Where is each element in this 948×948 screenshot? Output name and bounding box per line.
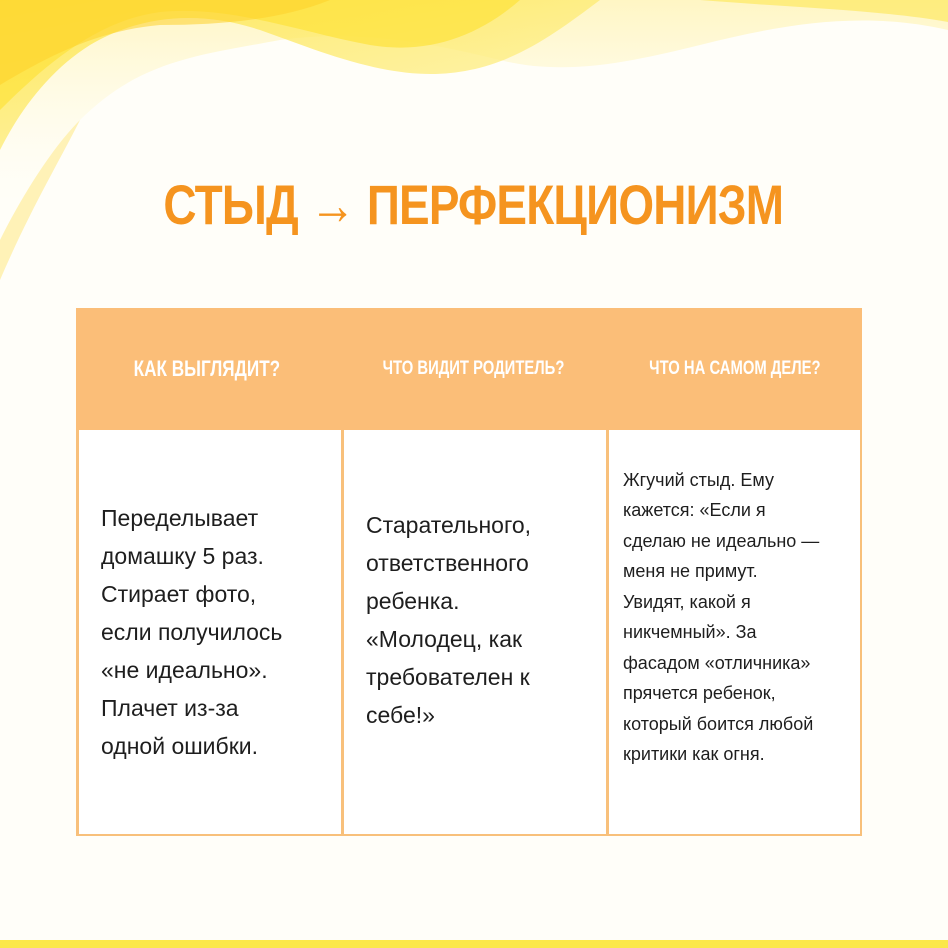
- table-header-what-really: [608, 308, 862, 430]
- table-header-label: ЧТО НА САМОМ ДЕЛЕ?: [649, 358, 821, 379]
- table-header-label: КАК ВЫГЛЯДИТ?: [133, 356, 281, 381]
- table-cell-what-really: [609, 430, 860, 834]
- table-cell-what-parent-sees: [344, 430, 606, 834]
- table-cell-text: Старательного, ответственного ребенка. «Молодец, как требователен к себе!»: [366, 512, 532, 728]
- table-cell-text: Переделывает домашку 5 раз. Стирает фото, если получилось «не идеально». Плачет из-за одной ошибки.: [101, 505, 283, 759]
- table-header-how-it-looks: [76, 308, 338, 430]
- page-title: СТЫД → ПЕРФЕКЦИОНИЗМ: [163, 173, 784, 236]
- table-cell-text: Жгучий стыд. Ему кажется: «Если я сделаю не идеально — меня не примут. Увидят, какой я никчемный». За фасадом «отличника» прячется ребенок, который боится любой критики как огня.: [623, 469, 820, 764]
- table-header-label: ЧТО ВИДИТ РОДИТЕЛЬ?: [383, 358, 565, 379]
- table-header-what-parent-sees: [342, 308, 606, 430]
- comparison-table: [76, 308, 862, 836]
- table-cell-how-it-looks: [79, 430, 341, 834]
- bottom-accent-bar: [0, 940, 948, 948]
